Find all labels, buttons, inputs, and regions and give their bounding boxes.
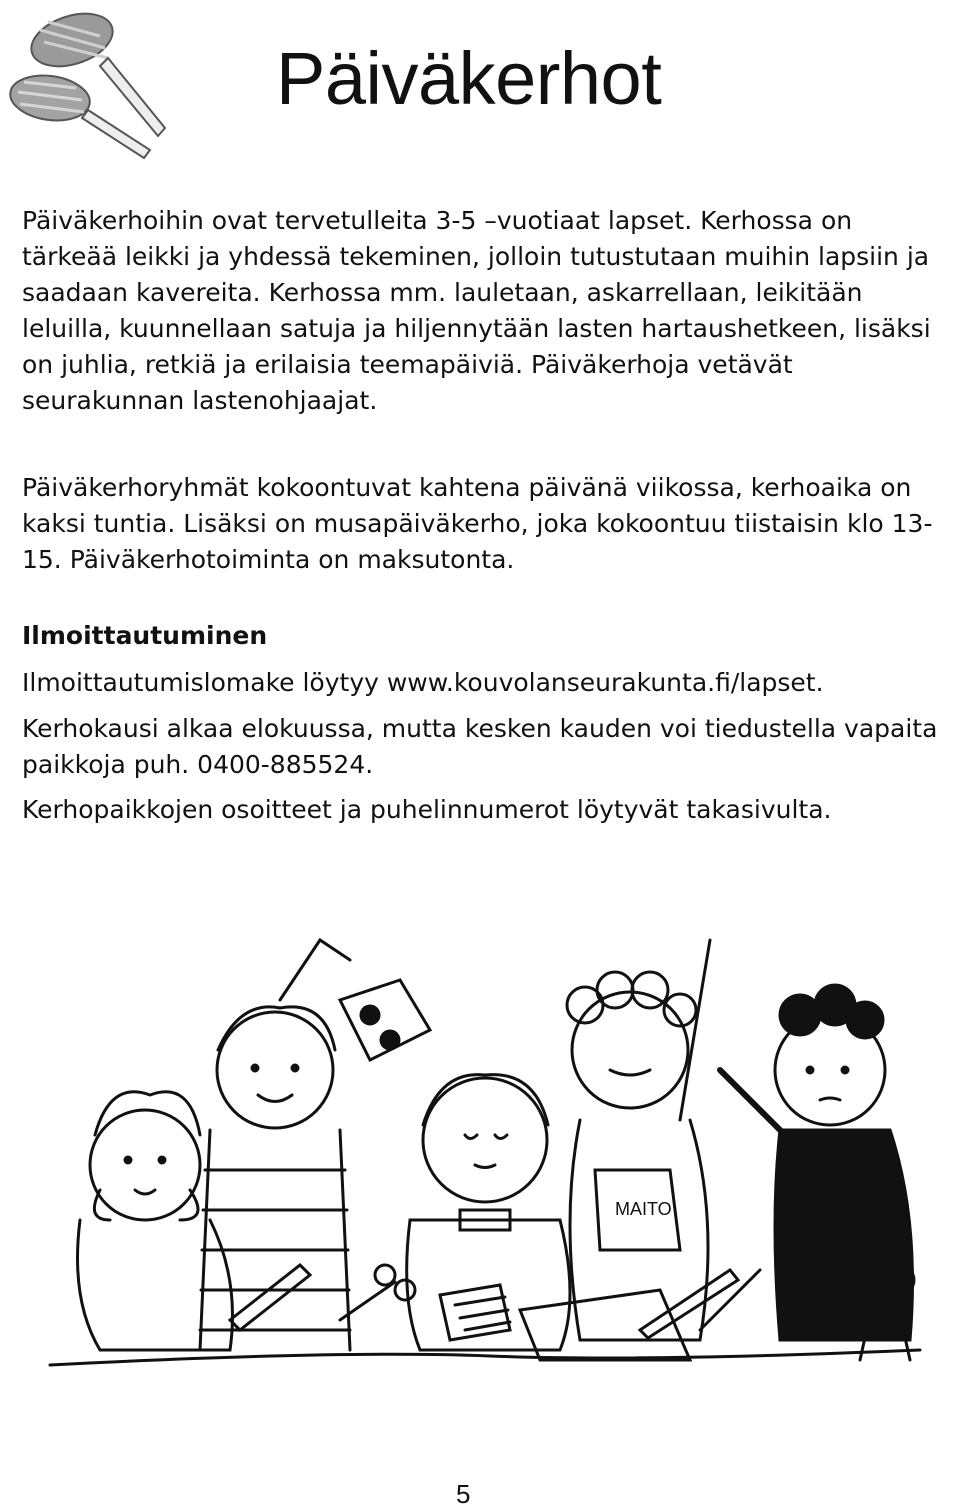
addresses-paragraph: Kerhopaikkojen osoitteet ja puhelinnumerot löytyvät takasivulta. [22, 795, 832, 824]
intro-paragraph: Päiväkerhoihin ovat tervetulleita 3-5 –vuotiaat lapset. Kerhossa on tärkeää leikki ja yhdessä tekeminen, jolloin tutustutaan muihin lapsiin ja saadaan kavereita. Kerhossa mm. lauletaan, askarrellaan, leikitään leluilla, kuunnellaan satuja ja hiljennytään lasten hartaushetkeen, lisäksi on juhlia, retkiä ja erilaisia teemapäiviä. Päiväkerhoja vetävät seurakunnan lastenohjaajat. [22, 206, 931, 415]
page-title: Päiväkerhot [276, 37, 662, 120]
maracas-icon [0, 0, 180, 165]
children-crafting-illustration [40, 920, 930, 1390]
season-paragraph: Kerhokausi alkaa elokuussa, mutta kesken kauden voi tiedustella vapaita paikkoja puh. 0400-885524. [22, 714, 938, 779]
registration-heading: Ilmoittautuminen [22, 621, 268, 650]
schedule-paragraph: Päiväkerhoryhmät kokoontuvat kahtena päivänä viikossa, kerhoaika on kaksi tuntia. Lisäksi on musapäiväkerho, joka kokoontuu tiistaisin klo 13-15. Päiväkerhotoiminta on maksutonta. [22, 473, 933, 574]
registration-form-paragraph: Ilmoittautumislomake löytyy www.kouvolanseurakunta.fi/lapset. [22, 668, 824, 697]
carton-label: MAITO [615, 1199, 672, 1219]
page-number: 5 [456, 1479, 471, 1509]
